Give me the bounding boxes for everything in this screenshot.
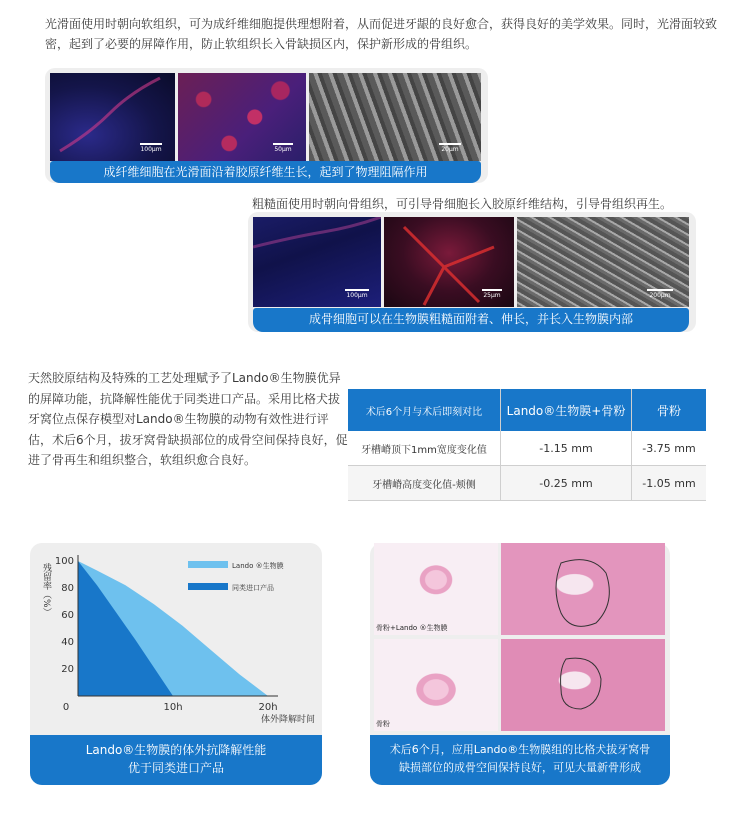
scale-label: 25μm [483,292,501,299]
x-tick-label: 20h [258,702,278,713]
table-row [348,431,706,466]
histology-caption [370,735,670,785]
rough-surface-caption: 成骨细胞可以在生物膜粗糙面附着、伸长，并长入生物膜内部 [253,308,689,332]
y-tick-label: 40 [61,637,74,648]
histology-image-bottom-right [501,639,665,731]
legend-label-0: Lando ®生物膜 [232,562,284,570]
table-cell: -0.25 mm [501,466,632,501]
sem-image-1 [309,73,481,161]
smooth-surface-caption: 成纤维细胞在光滑面沿着胶原纤维生长，起到了物理阻隔作用 [50,161,481,183]
rough-surface-text: 粗糙面使用时朝向骨组织，可引导骨细胞长入胶原纤维结构，引导骨组织再生。 [252,197,673,211]
scale-label: 100μm [346,292,368,299]
x-tick-label: 10h [163,702,183,713]
histology-image-top-right [501,543,665,635]
histology-label-bottom: 骨粉 [376,720,390,728]
y-tick-label: 20 [61,664,74,675]
defect-outline [501,543,665,635]
fluorescence-image-1 [50,73,175,161]
barrier-function-text: 天然胶原结构及特殊的工艺处理赋予了Lando®生物膜优异的屏障功能，抗降解性能优于同类进口产品。采用比格犬拔牙窝位点保存模型对Lando®生物膜的动物有效性进行评估，术后6个月，拔牙窝骨缺损部位的成骨空间保持良好，促进了骨再生和组织整合，软组织愈合良好。 [28,371,348,467]
table-cell: 牙槽嵴顶下1mm宽度变化值 [348,431,501,466]
chart-caption-line2: 优于同类进口产品 [127,761,224,775]
y-tick-label: 60 [61,610,74,621]
legend-swatch-0 [188,561,228,568]
table-cell: -1.05 mm [632,466,707,501]
table-row [348,466,706,501]
legend-swatch-1 [188,583,228,590]
x-axis-label: 体外降解时间 [260,715,316,725]
fluorescence-image-3 [253,217,381,307]
table-cell: -1.15 mm [501,431,632,466]
legend-label-1: 同类进口产品 [232,584,274,592]
scale-label: 50μm [274,146,292,153]
scale-label: 20μm [441,146,459,153]
x-tick-label: 0 [62,702,70,713]
table-cell: -3.75 mm [632,431,707,466]
y-tick-label: 100 [54,556,74,567]
defect-outline [501,639,665,731]
sem-image-2 [517,217,689,307]
y-axis-label: 残留率（%） [41,563,51,617]
fluorescence-image-2 [178,73,306,161]
table-header: 骨粉 [632,389,707,431]
scale-label: 200μm [649,292,671,299]
histology-caption-line2: 缺损部位的成骨空间保持良好，可见大量新骨形成 [399,761,641,774]
rough-surface-figure [248,212,696,332]
degradation-chart-card [30,543,322,785]
smooth-surface-figure [45,68,488,183]
histology-image-bottom-left [374,639,498,731]
histology-image-top-left [374,543,498,635]
y-tick-label: 80 [61,583,74,594]
scale-label: 100μm [140,146,162,153]
histology-caption-line1: 术后6个月，应用Lando®生物膜组的比格犬拔牙窝骨 [389,743,651,756]
histology-card [370,543,670,785]
degradation-chart [30,543,322,733]
table-header-row [348,389,706,431]
chart-caption-line1: Lando®生物膜的体外抗降解性能 [85,743,267,757]
table-cell: 牙槽嵴高度变化值-颊侧 [348,466,501,501]
fluorescence-image-4 [384,217,514,307]
table-header: Lando®生物膜+骨粉 [501,389,632,431]
chart-caption [30,735,322,785]
intro-smooth-surface-text: 光滑面使用时朝向软组织，可为成纤维细胞提供理想附着，从而促进牙龈的良好愈合，获得良好的美学效果。同时，光滑面较致密，起到了必要的屏障作用，防止软组织长入骨缺损区内，保护新形成的骨组织。 [45,17,718,51]
histology-label-top: 骨粉+Lando ®生物膜 [376,624,448,632]
comparison-table [348,389,706,501]
table-header: 术后6个月与术后即刻对比 [348,389,501,431]
